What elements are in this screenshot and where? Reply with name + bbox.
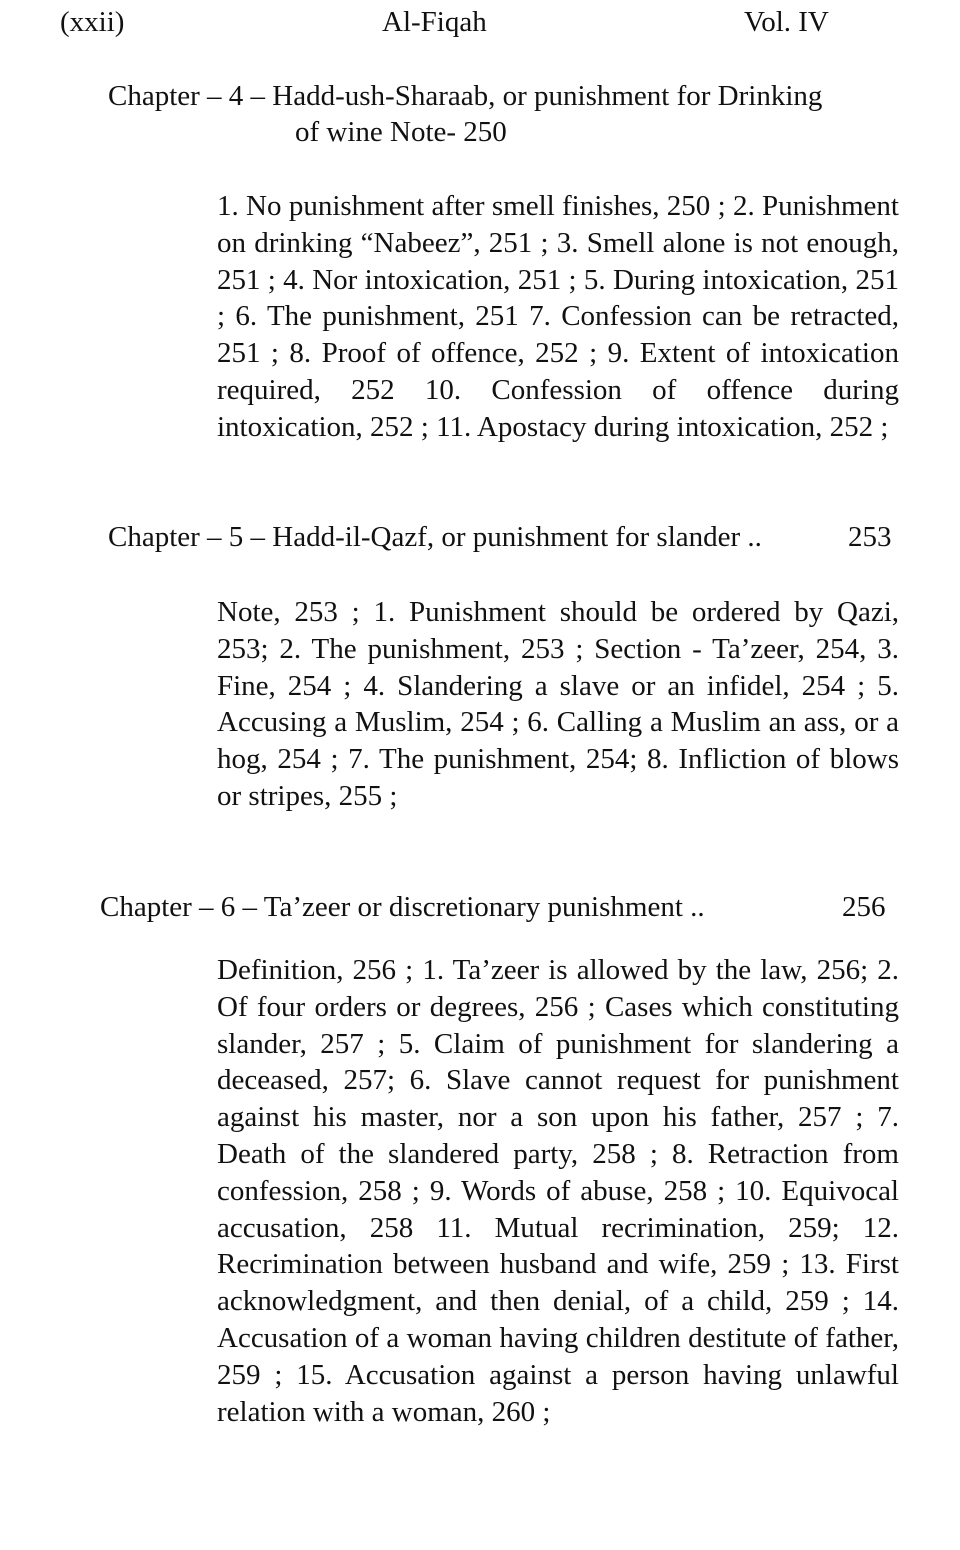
chapter-6-heading-text: Chapter – 6 – Ta’zeer or discretionary punishment .. bbox=[100, 891, 705, 923]
chapter-4-heading bbox=[108, 78, 822, 150]
volume-label: Vol. IV bbox=[744, 6, 829, 38]
chapter-6-page-number: 256 bbox=[842, 891, 886, 923]
chapter-4-entries: 1. No punishment after smell finishes, 250 ; 2. Punishment on drinking “Nabeez”, 251 ; 3. Smell alone is not enough, 251 ; 4. Nor intoxication, 251 ; 5. During intoxication, 251 ; 6. The punishment, 251 7. Confession can be retracted, 251 ; 8. Proof of offence, 252 ; 9. Extent of intoxication required, 252 10. Confession of offence during intoxication, 252 ; 11. Apostacy during intoxication, 252 ; bbox=[217, 190, 899, 443]
chapter-6-entries: Definition, 256 ; 1. Ta’zeer is allowed by the law, 256; 2. Of four orders or degrees, 256 ; Cases which constituting slander, 257 ; 5. Claim of punishment for slandering a deceased, 257; 6. Slave cannot request for punishment against his master, nor a son upon his father, 257 ; 7. Death of the slandered party, 258 ; 8. Retraction from confession, 258 ; 9. Words of abuse, 258 ; 10. Equivocal accusation, 258 11. Mutual recrimination, 259; 12. Recrimination between husband and wife, 259 ; 13. First acknowledgment, and then denial, of a child, 259 ; 14. Accusation of a woman having children destitute of father, 259 ; 15. Accusation against a person having unlawful relation with a woman, 260 ; bbox=[217, 954, 899, 1428]
chapter-6-heading bbox=[100, 889, 900, 925]
page-header bbox=[0, 4, 960, 44]
chapter-5-heading-text: Chapter – 5 – Hadd-il-Qazf, or punishment for slander .. bbox=[108, 521, 762, 553]
chapter-4-heading-line2: of wine Note- 250 bbox=[295, 116, 507, 148]
chapter-5-entries: Note, 253 ; 1. Punishment should be ordered by Qazi, 253; 2. The punishment, 253 ; Section - Ta’zeer, 254, 3. Fine, 254 ; 4. Slandering a slave or an infidel, 254 ; 5. Accusing a Muslim, 254 ; 6. Calling a Muslim an ass, or a hog, 254 ; 7. The punishment, 254; 8. Infliction of blows or stripes, 255 ; bbox=[217, 596, 899, 812]
page-number: (xxii) bbox=[60, 6, 125, 38]
chapter-5-heading bbox=[108, 519, 898, 555]
chapter-4-heading-line1: Chapter – 4 – Hadd-ush-Sharaab, or punishment for Drinking bbox=[108, 80, 823, 112]
chapter-5-page-number: 253 bbox=[848, 521, 892, 553]
book-title: Al-Fiqah bbox=[382, 6, 487, 38]
